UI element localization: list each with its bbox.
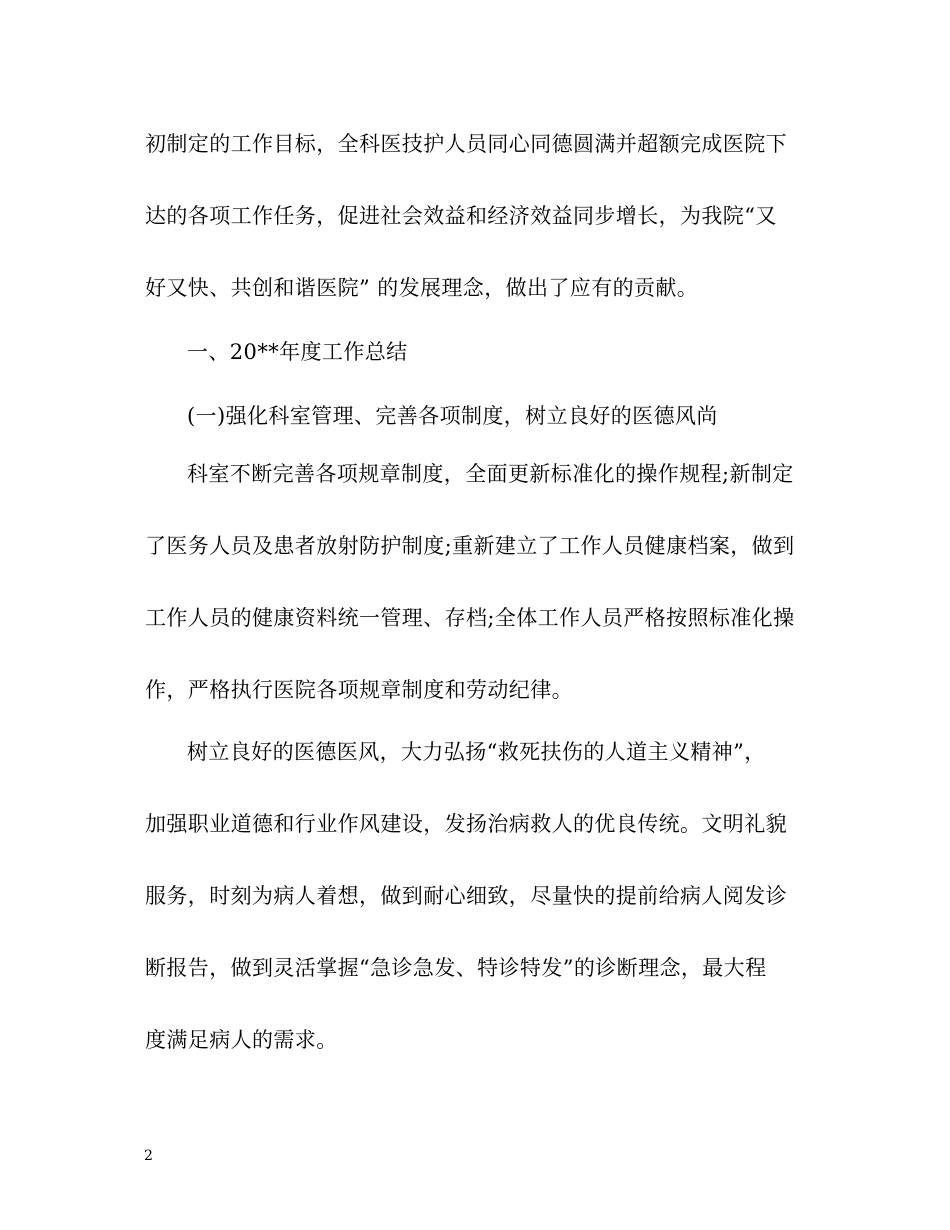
page-number: 2 bbox=[144, 1148, 153, 1164]
body-text-line: 达的各项工作任务，促进社会效益和经济效益同步增长，为我院“又 bbox=[145, 204, 777, 228]
body-text-line: 断报告，做到灵活掌握“急诊急发、特诊特发”的诊断理念，最大程 bbox=[145, 956, 767, 980]
body-text-line: 了医务人员及患者放射防护制度;重新建立了工作人员健康档案，做到 bbox=[145, 534, 795, 558]
body-text-line: 科室不断完善各项规章制度，全面更新标准化的操作规程;新制定 bbox=[187, 462, 794, 486]
body-text-line: 初制定的工作目标，全科医技护人员同心同德圆满并超额完成医院下 bbox=[145, 132, 787, 156]
body-text-line: 加强职业道德和行业作风建设，发扬治病救人的优良传统。文明礼貌 bbox=[145, 812, 787, 836]
body-text-line: 度满足病人的需求。 bbox=[145, 1028, 338, 1052]
subsection-heading: (一)强化科室管理、完善各项制度，树立良好的医德风尚 bbox=[187, 404, 718, 428]
section-heading: 一、20**年度工作总结 bbox=[187, 340, 408, 364]
body-text-line: 服务，时刻为病人着想，做到耐心细致，尽量快的提前给病人阅发诊 bbox=[145, 884, 787, 908]
body-text-line: 工作人员的健康资料统一管理、存档;全体工作人员严格按照标准化操 bbox=[145, 606, 795, 630]
body-text-line: 好又快、共创和谐医院” 的发展理念，做出了应有的贡献。 bbox=[145, 276, 699, 300]
body-text-line: 树立良好的医德医风，大力弘扬“救死扶伤的人道主义精神”， bbox=[187, 740, 766, 764]
body-text-line: 作，严格执行医院各项规章制度和劳动纪律。 bbox=[145, 678, 573, 702]
